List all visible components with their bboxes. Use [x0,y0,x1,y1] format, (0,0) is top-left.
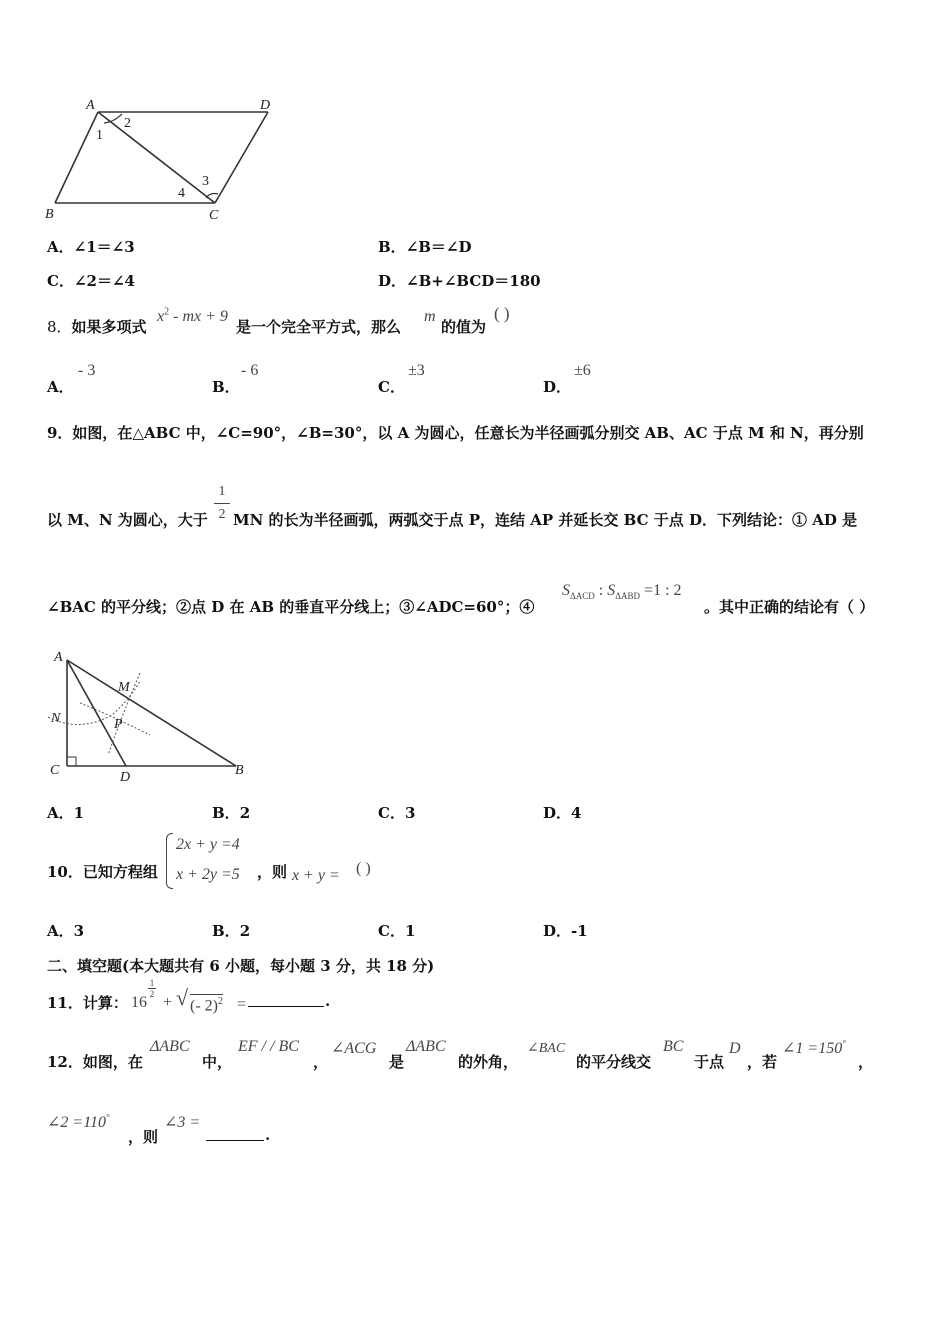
q10-option-d-letter: D． [543,922,572,940]
q8-option-d-value: ±6 [574,362,591,379]
q9-line-2-after: MN 的长为半径画弧，两弧交于点 P，连结 AP 并延长交 BC 于点 D．下列结论：① AD 是 [233,511,858,529]
q9-ratio-colon: : [594,582,608,599]
q10-option-a[interactable] [47,920,84,941]
label-angle-1: 1 [96,128,103,143]
q10-option-d[interactable] [543,920,588,941]
q7-option-c[interactable] [47,270,135,291]
q10-then: ，则 [257,863,288,881]
label-b: B [235,763,244,778]
edge-dc [215,112,268,203]
equation-brace [166,833,173,889]
label-m: M [118,680,130,695]
q12-triangle-abc-2: ΔABC [406,1038,446,1055]
q9-option-d[interactable] [543,802,581,823]
q9-line-3-before: ∠BAC 的平分线；②点 D 在 AB 的垂直平分线上；③∠ADC=60°；④ [47,598,535,616]
q8-poly-exp: 2 [164,306,170,318]
q7-option-a-text: ∠1＝∠3 [73,238,135,256]
q8-option-c-value: ±3 [408,362,425,379]
right-angle-mark [67,757,76,766]
q12-bc: BC [663,1038,684,1055]
q12-bisector: 的平分线交 [576,1053,652,1071]
q8-poly-rest: - mx + 9 [173,308,228,325]
q12-angle-2-text: ∠2 =110 [47,1114,107,1131]
q11-plus: + [163,994,173,1011]
q12-yudian: 于点 [694,1053,725,1071]
q12-comma-2: ， [858,1053,874,1071]
q8-option-a-value: - 3 [78,362,96,379]
q9-option-b-letter: B． [212,804,240,822]
label-d: D [120,770,131,785]
q8-var-m: m [424,308,436,325]
q9-ratio-sub1: ΔACD [570,591,595,602]
radical-sign: √ [176,985,189,1010]
label-a: A [54,650,63,665]
diagonal-ac [98,112,215,203]
q9-ratio-value: =1 : 2 [640,582,682,599]
q12-point-d: D [729,1040,741,1057]
edge-ab [67,660,236,766]
q7-option-b-text: ∠B＝∠D [405,238,472,256]
q10-label: 10．已知方程组 [47,863,158,881]
q9-option-c-letter: C． [378,804,405,822]
q9-ratio-s1: S [562,582,570,599]
q11-period: . [325,992,331,1010]
q9-fraction-num: 1 [218,484,226,499]
q8-text-mid: 是一个完全平方式，那么 [236,318,402,336]
q10-equation-2: x + 2y =5 [176,866,240,883]
q9-option-c-value: 3 [404,804,416,822]
q11-base: 16 [131,994,147,1011]
q9-fraction [214,484,230,523]
q12-parallel: EF / / BC [238,1038,299,1055]
label-angle-2: 2 [124,116,131,131]
q9-option-d-letter: D． [543,804,572,822]
label-d: D [260,98,271,113]
q12-comma-1: ， [313,1053,329,1071]
q12-ruo: ，若 [747,1053,778,1071]
triangle-construction-figure [40,645,255,785]
q12-angle-3: ∠3 = [164,1114,201,1131]
q10-option-b[interactable] [212,920,250,941]
q8-number: 8． [47,318,72,336]
q9-option-c[interactable] [378,802,415,823]
segment-ad [67,660,126,766]
q12-zhong: 中， [202,1053,233,1071]
q8-poly-x: x [157,308,165,325]
q12-answer-blank[interactable] [206,1126,264,1141]
section-heading-fill-blank: 二、填空题(本大题共有 6 小题，每小题 3 分，共 18 分) [47,957,435,975]
q12-label: 12．如图，在 [47,1053,143,1071]
q11-exp-num: 1 [149,978,155,988]
q9-option-a[interactable] [47,802,84,823]
q12-angle-bac: ∠BAC [527,1041,566,1056]
q12-exterior-angle: 的外角， [458,1053,519,1071]
q11-radicand [190,994,223,1015]
q10-answer-paren[interactable]: ( ) [356,860,371,877]
q7-option-b-letter: B． [378,238,406,256]
q11-exponent-fraction [148,978,156,999]
q9-line-3-after: 。其中正确的结论有（ ） [704,598,875,616]
q7-option-a[interactable] [47,236,135,257]
q8-polynomial [157,306,228,326]
q9-ratio-sub2: ΔABD [615,591,641,602]
q7-option-c-letter: C． [47,272,74,290]
q12-ze: ，则 [128,1128,159,1146]
q10-option-a-value: 3 [73,922,85,940]
q7-option-d-letter: D． [378,272,407,290]
q9-option-b[interactable] [212,802,250,823]
q11-label: 11．计算： [47,994,128,1012]
q11-equals: = [237,996,247,1013]
q9-option-a-letter: A． [47,804,74,822]
q8-text-after: 的值为 [441,318,487,336]
q10-option-c-letter: C． [378,922,405,940]
q7-option-a-letter: A． [47,238,74,256]
q11-radicand-text: (- 2) [190,997,218,1015]
q10-option-b-letter: B． [212,922,240,940]
label-n: N [51,711,61,726]
q8-text-before: 如果多项式 [71,318,147,336]
parallelogram-figure [40,92,290,227]
q10-equation-1: 2x + y =4 [176,836,240,853]
q8-option-b-value: - 6 [241,362,259,379]
q9-fraction-den: 2 [218,507,226,522]
q8-option-c-letter[interactable]: C． [378,378,405,396]
q9-line-1: 9．如图，在△ABC 中，∠C=90°，∠B=30°，以 A 为圆心，任意长为半径画弧分别交 AB、AC 于点 M 和 N，再分别 [47,424,864,442]
label-c: C [50,763,60,778]
q8-answer-paren[interactable]: ( ) [494,304,510,323]
label-angle-4: 4 [178,186,185,201]
q9-option-d-value: 4 [571,804,582,822]
q10-expression: x + y = [292,867,340,884]
q12-triangle-abc: ΔABC [150,1038,190,1055]
edge-ab [55,112,98,203]
q12-angle-2-deg: ° [106,1112,110,1123]
label-angle-3: 3 [202,174,209,189]
q7-option-b[interactable] [378,236,472,257]
q7-option-c-text: ∠2＝∠4 [73,272,135,290]
q8-option-b-letter[interactable]: B． [212,378,240,396]
q7-option-d[interactable] [378,270,541,291]
q12-angle-acg: ∠ACG [331,1040,377,1057]
q9-area-ratio [562,582,682,601]
q9-ratio-s2: S [607,582,616,599]
q9-line-2-before: 以 M、N 为圆心，大于 [47,511,208,529]
q11-answer-blank[interactable] [248,992,324,1007]
q12-angle-2 [47,1112,110,1132]
label-a: A [86,98,95,113]
q10-option-a-letter: A． [47,922,74,940]
q8-option-a-letter[interactable]: A． [47,378,74,396]
q8-option-d-letter[interactable]: D． [543,378,572,396]
q12-angle-1-text: ∠1 =150 [782,1040,843,1057]
q12-angle-1 [782,1038,846,1058]
q8-question [47,316,147,337]
q12-shi: 是 [389,1053,405,1071]
q10-option-d-value: -1 [571,922,588,940]
q11-radicand-exp: 2 [217,996,223,1007]
q11-exp-den: 2 [149,989,155,999]
q9-option-a-value: 1 [73,804,85,822]
label-c: C [209,208,219,223]
label-p: P [114,717,123,732]
q12-period: . [265,1126,271,1144]
label-b: B [45,207,54,222]
q12-angle-1-deg: ° [842,1038,846,1049]
q9-option-b-value: 2 [239,804,251,822]
q10-option-c[interactable] [378,920,415,941]
q7-option-d-text: ∠B+∠BCD＝180 [406,272,541,290]
q10-option-c-value: 1 [404,922,416,940]
q10-option-b-value: 2 [239,922,251,940]
